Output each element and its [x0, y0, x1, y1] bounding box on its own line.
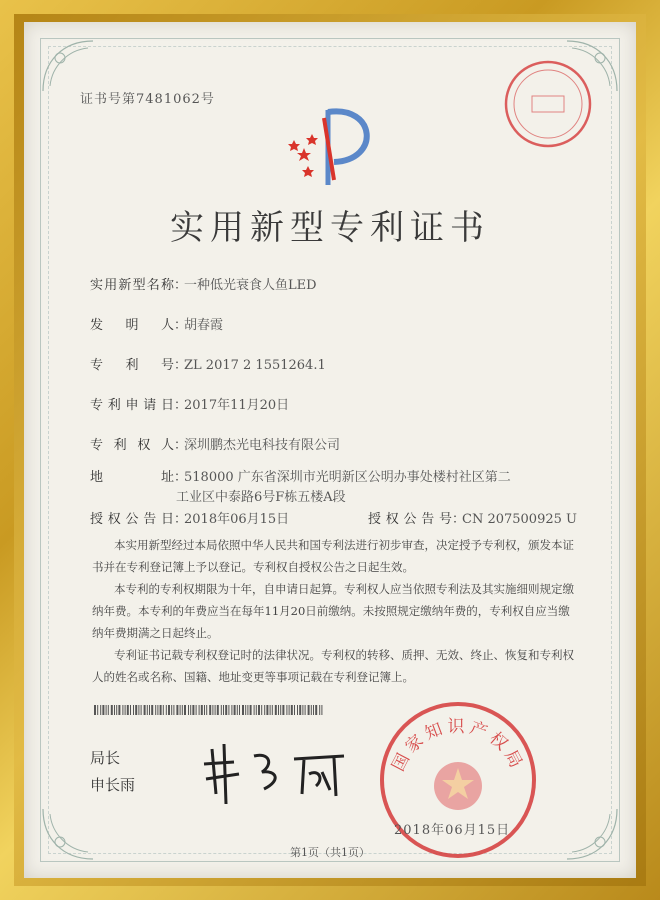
- field-grant-date: 授权公告日：2018年06月15日: [90, 512, 290, 527]
- cnipa-logo-icon: [286, 90, 386, 200]
- field-patentee: 专利权人：深圳鹏杰光电科技有限公司: [90, 438, 341, 453]
- seal-date: 2018年06月15日: [394, 823, 511, 838]
- svg-text:国家知识产权局: 国家知识产权局: [388, 717, 528, 775]
- field-patent-number: 专利号：ZL 2017 2 1551264.1: [90, 358, 326, 373]
- certificate-title: 实用新型专利证书: [170, 208, 490, 248]
- field-address: 地址：518000 广东省深圳市光明新区公明办事处楼村社区第二: [90, 470, 511, 485]
- patent-office-seal-icon: [502, 58, 594, 150]
- paragraph-term: 本专利的专利权期限为十年，自申请日起算。专利权人应当依照专利法及其实施细则规定缴纳年费。本专利的年费应当在每年11月20日前缴纳。未按照规定缴纳年费的，专利权自应当缴纳年费期满之日起终止。: [92, 581, 574, 640]
- paragraph-grant: 本实用新型经过本局依照中华人民共和国专利法进行初步审查，决定授予专利权，颁发本证书并在专利登记簿上予以登记。专利权自授权公告之日起生效。: [92, 537, 574, 574]
- certificate-number: 证书号第7481062号: [80, 92, 215, 107]
- page-number: 第1页（共1页）: [290, 846, 370, 859]
- field-inventor: 发明人：胡春霞: [90, 318, 224, 333]
- director-title: 局长: [90, 749, 121, 767]
- field-utility-name: 实用新型名称：一种低光衰食人鱼LED: [90, 278, 317, 293]
- field-grant-number: 授权公告号：CN 207500925 U: [368, 512, 577, 527]
- certificate-paper: [24, 22, 636, 878]
- paragraph-record: 专利证书记载专利权登记时的法律状况。专利权的转移、质押、无效、终止、恢复和专利权人的姓名或名称、国籍、地址变更等事项记载在专利登记簿上。: [92, 647, 574, 684]
- field-filing-date: 专利申请日：2017年11月20日: [90, 398, 290, 413]
- field-address-line2: 工业区中泰路6号F栋五楼A段: [176, 490, 346, 505]
- barcode-icon: [94, 705, 324, 715]
- director-name: 申长雨: [90, 776, 136, 794]
- director-signature-icon: [194, 734, 364, 814]
- corner-ornament-icon: [38, 36, 98, 96]
